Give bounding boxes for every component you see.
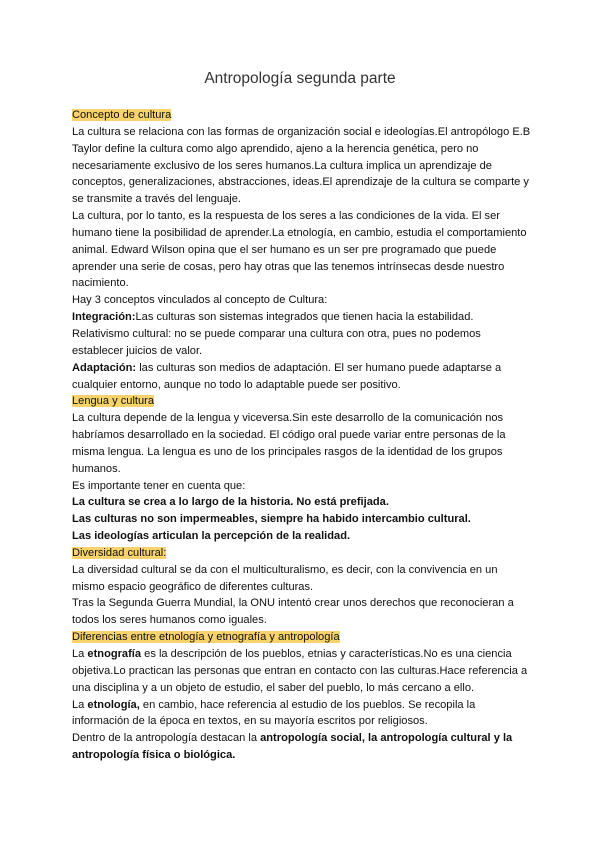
paragraph-integracion — [72, 309, 532, 326]
section-heading-diversidad — [72, 545, 532, 562]
paragraph-etnografia — [72, 646, 532, 697]
page-title: Antropología segunda parte — [204, 70, 396, 87]
paragraph-antropologia — [72, 730, 532, 764]
term-text: las culturas son medios de adaptación. El ser humano puede adaptarse a cualquier entorno, aunque no todo lo adaptable puede ser positivo. — [72, 361, 502, 391]
paragraph-etnologia — [72, 697, 532, 731]
text-run: La — [72, 698, 88, 711]
term-text: Las culturas son sistemas integrados que tienen hacia la estabilidad. — [135, 311, 474, 324]
section-heading-concepto — [72, 107, 532, 124]
bold-statement: Las ideologías articulan la percepción de la realidad. — [72, 530, 351, 543]
text-run: La — [72, 648, 88, 660]
paragraph: Relativismo cultural: no se puede comparar una cultura con otra, pues no podemos establecer juicios de valor. — [72, 327, 481, 357]
term-label: Integración: — [72, 311, 136, 324]
paragraph-adaptacion — [72, 360, 532, 394]
heading-highlight: Concepto de cultura — [72, 109, 172, 121]
term-etnografia: etnografía — [87, 648, 142, 660]
text-run: Dentro de la antropología destacan la — [72, 732, 261, 745]
paragraph: La cultura, por lo tanto, es la respuesta de los seres a las condiciones de la vida. El ser humano tiene la posibilidad de aprender.La etnología, en cambio, estudia el comportamiento animal. Edward Wilson opina que el ser humano es un ser pre programado que puede aprender una serie de cosas, pero hay otras que las tenemos intrínsecas desde nuestro nacimiento. — [72, 210, 527, 290]
paragraph: La cultura se relaciona con las formas de organización social e ideologías.El antropólogo E.B Taylor define la cultura como algo aprendido, ajeno a la herencia genética, pero no necesariamente exclusivo de los seres humanos.La cultura implica un aprendizaje de conceptos, generalizaciones, abstracciones, ideas.El aprendizaje de la cultura se comparte y se transmite a través del lenguaje. — [72, 125, 531, 206]
paragraph: Tras la Segunda Guerra Mundial, la ONU intentó crear unos derechos que reconocieran a todos los seres humanos como iguales. — [72, 597, 514, 627]
term-etnologia: etnología, — [87, 698, 140, 711]
paragraph: La diversidad cultural se da con el multiculturalismo, es decir, con la convivencia en un mismo espacio geográfico de diferentes culturas. — [72, 563, 498, 593]
heading-highlight: Diversidad cultural: — [72, 546, 167, 559]
document-body — [72, 107, 532, 764]
text-run: es la descripción de los pueblos, etnias y características.No es una ciencia objetiva.Lo practican las personas que entran en contacto con las culturas.Hace referencia a una disciplina y a un objeto de estudio, el saber del pueblo, lo más cercano a ello. — [72, 648, 528, 694]
paragraph: Hay 3 conceptos vinculados al concepto de Cultura: — [72, 294, 328, 307]
heading-highlight: Diferencias entre etnología y etnografía y antropología — [72, 631, 340, 644]
bold-statement: La cultura se crea a lo largo de la historia. No está prefijada. — [72, 496, 389, 509]
text-run: en cambio, hace referencia al estudio de los pueblos. Se recopila la información de la época en textos, en su mayoría escritos por religiosos. — [72, 698, 476, 728]
bold-statement: Las culturas no son impermeables, siempre ha habido intercambio cultural. — [72, 513, 471, 526]
paragraph: Es importante tener en cuenta que: — [72, 479, 246, 492]
term-label: Adaptación: — [72, 361, 137, 374]
section-heading-diferencias — [72, 629, 532, 646]
heading-highlight: Lengua y cultura — [72, 395, 155, 408]
paragraph: La cultura depende de la lengua y viceversa.Sin este desarrollo de la comunicación nos habríamos desarrollado en la sociedad. El código oral puede variar entre personas de la misma lengua. La lengua es uno de los principales rasgos de la identidad de los grupos humanos. — [72, 412, 506, 475]
section-heading-lengua — [72, 393, 532, 410]
term-antropologias: antropología social, la antropología cultural y la antropología física o biológica. — [72, 732, 513, 762]
